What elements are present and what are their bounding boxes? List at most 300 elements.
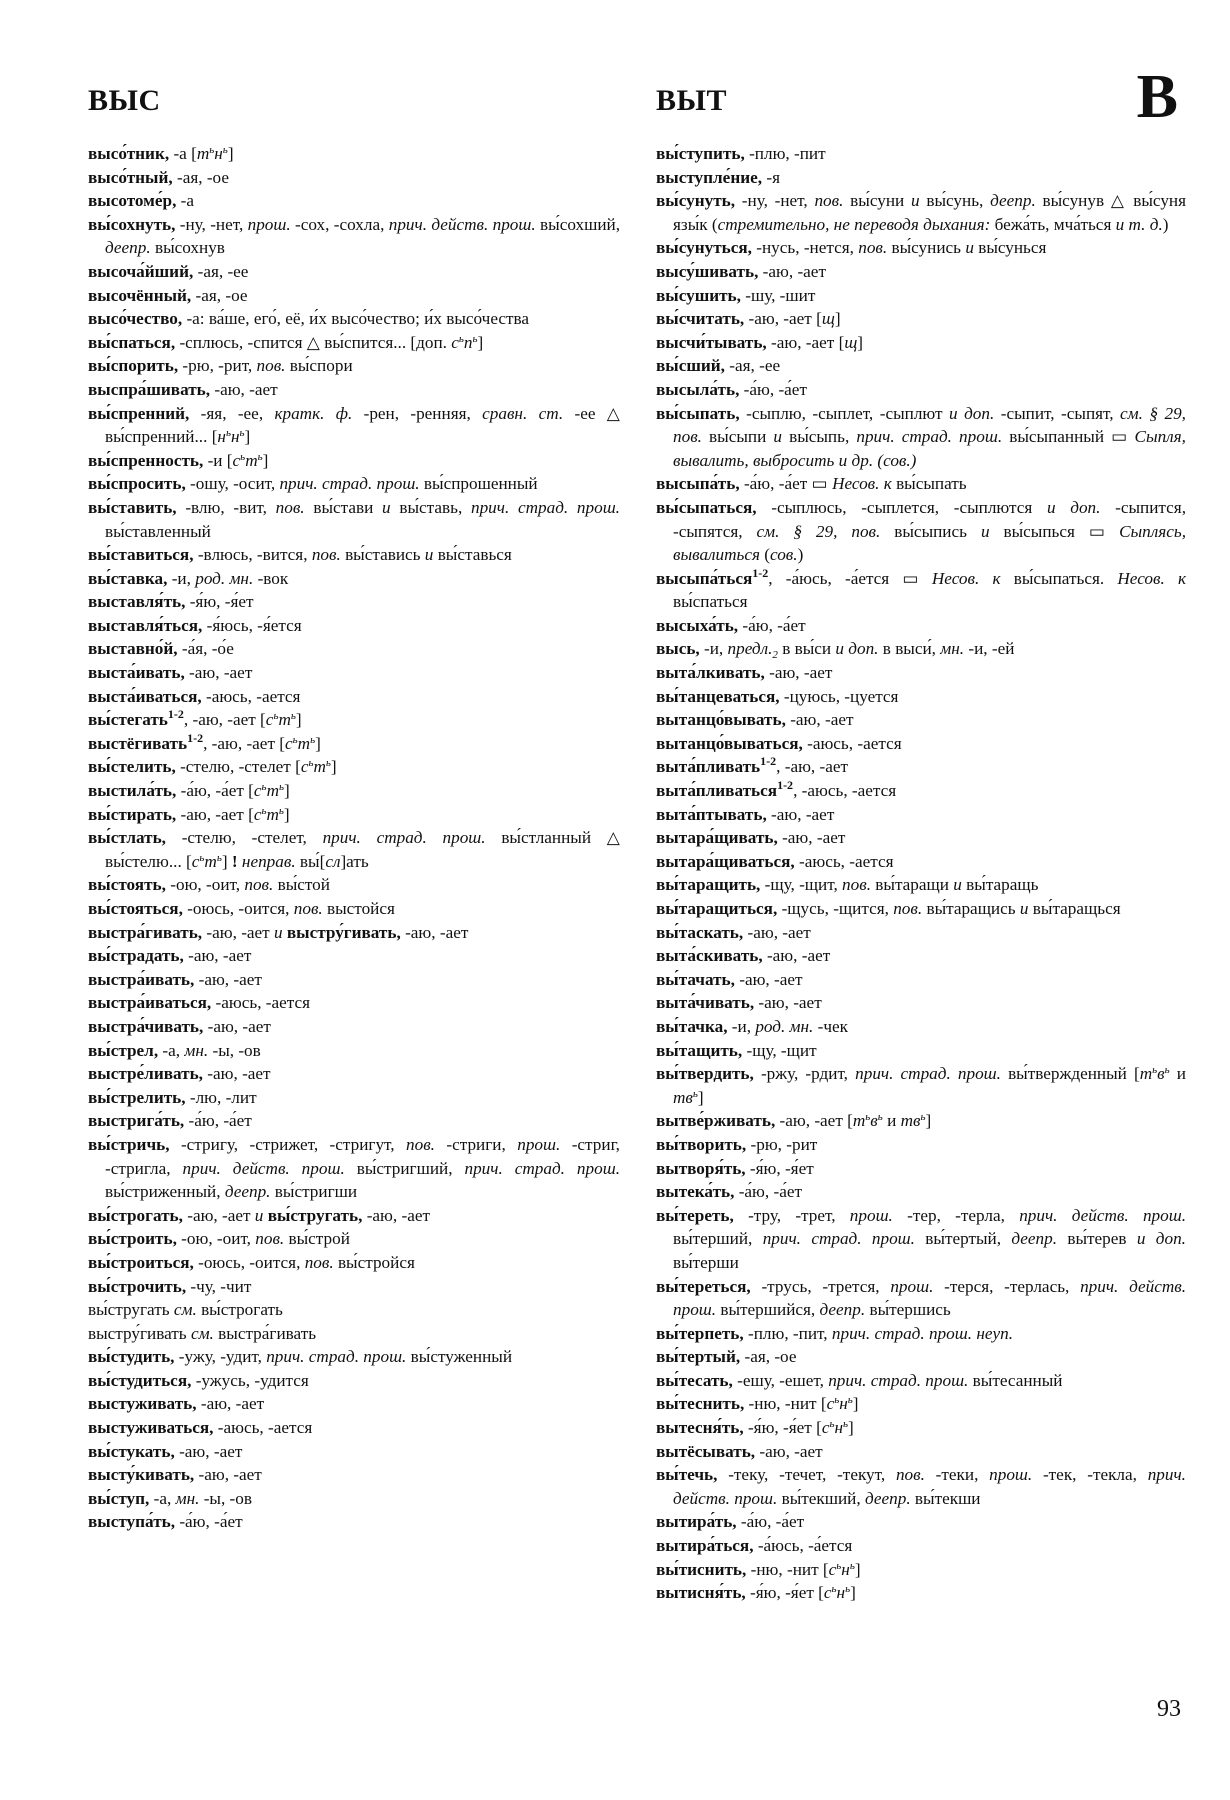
entry-text: с — [232, 450, 241, 470]
entry-text: стремительно, не переводя дыхания: — [717, 214, 991, 234]
entry-text: ь — [278, 804, 284, 817]
entry-headword: вы́тиснить, — [656, 1559, 747, 1579]
entry-text: -стриг, -стригла, — [105, 1134, 620, 1178]
entry-text: выстойся — [322, 899, 395, 918]
entry-text: прич. действ. прош. — [388, 214, 536, 234]
entry-text: , -аюсь, -ается — [793, 781, 897, 801]
entry-headword: выставно́й, — [88, 639, 178, 659]
entry-text: -а: ва́ше, его́, её, и́х высо́чество; и́х высо́чества — [182, 309, 530, 329]
entry-text: вы́суни — [843, 191, 911, 211]
dictionary-entry — [656, 189, 1186, 236]
entry-text: вы́спаться — [673, 592, 748, 612]
dictionary-entry — [656, 166, 1186, 190]
dictionary-entry — [88, 1015, 620, 1039]
dictionary-entry — [656, 921, 1186, 945]
entry-text: -рю, -рит, — [178, 356, 257, 376]
entry-text: , -аю, -ает [ — [203, 733, 285, 753]
entry-headword: высо́чество, — [88, 309, 183, 329]
entry-text: -и [ — [203, 450, 233, 470]
entry-text: ь — [222, 144, 228, 156]
entry-text: см. — [173, 1300, 197, 1320]
entry-text: и доп. — [1046, 497, 1101, 517]
dictionary-entry — [656, 1039, 1186, 1063]
entry-text: ь — [308, 757, 314, 770]
entry-headword: вы́тесать, — [656, 1370, 733, 1390]
dictionary-entry — [656, 1581, 1186, 1605]
entry-headword: вы́тачать, — [656, 969, 735, 989]
entry-text: -я́ю, -я́ет [ — [745, 1583, 824, 1603]
entry-headword: вы́стрел, — [88, 1040, 159, 1060]
entry-headword: вы́стелить, — [88, 757, 176, 777]
entry-headword: вытворя́ть, — [656, 1158, 746, 1178]
dictionary-entry — [88, 732, 620, 756]
entry-text: -ая, -ое — [172, 167, 229, 187]
entry-headword: выставля́ть, — [88, 592, 186, 612]
entry-text: -трусь, -трется, — [750, 1276, 891, 1296]
entry-text: вы́спрошенный — [419, 474, 538, 494]
entry-text: вы́сыпься ▭ — [989, 521, 1120, 541]
entry-headword: выта́пливаться — [656, 781, 778, 801]
dictionary-entry — [88, 1392, 620, 1416]
entry-text: вы́строгать — [196, 1300, 283, 1320]
entry-text: ] — [283, 804, 290, 824]
entry-text: вы́стройся — [333, 1252, 415, 1272]
entry-text: -а́ю, -а́ет — [734, 1182, 802, 1202]
entry-text: ь — [1164, 1064, 1170, 1077]
entry-headword: вытанцо́вываться, — [656, 733, 803, 753]
entry-text: Несов. к — [1117, 568, 1187, 588]
entry-text: ь — [209, 144, 215, 156]
dictionary-entry — [656, 472, 1186, 496]
entry-text: ] — [244, 427, 251, 447]
entry-text: -аю, -ает — [764, 663, 833, 683]
dictionary-entry — [656, 779, 1186, 803]
dictionary-entry — [656, 1558, 1186, 1582]
dictionary-entry — [88, 402, 620, 449]
entry-text: вы́сунь, — [919, 191, 991, 211]
entry-text: ь — [240, 450, 246, 463]
entry-text: прич. действ. прош. — [673, 1276, 1186, 1320]
dictionary-entry — [88, 1463, 620, 1487]
entry-text: вы́таращи — [871, 875, 954, 895]
dictionary-entry — [88, 944, 620, 968]
entry-text: вы́сохший, — [535, 214, 621, 234]
entry-text: в вы́си — [777, 639, 836, 659]
dictionary-entry — [656, 1062, 1186, 1109]
entry-text: т — [196, 144, 210, 163]
entry-text: ] — [477, 332, 484, 352]
entry-headword: вы́сушить, — [656, 285, 741, 305]
entry-text: ь — [292, 733, 298, 746]
entry-text: ь — [845, 1583, 851, 1596]
dictionary-entry — [88, 755, 620, 779]
entry-text: -нусь, -нется, — [751, 238, 859, 258]
entry-text: -стригу, -стрижет, -стригут, — [169, 1134, 406, 1154]
dictionary-entry — [656, 331, 1186, 355]
entry-text: -щусь, -щится, — [777, 899, 894, 918]
entry-headword: вытесня́ть, — [656, 1418, 744, 1438]
entry-text: ь — [836, 1559, 842, 1572]
entry-headword: вы́ступ, — [88, 1488, 150, 1508]
entry-text: вы́стругать, — [263, 1205, 363, 1225]
entry-text: -стелю, -стелет, — [165, 828, 323, 848]
entry-text: ! — [231, 851, 238, 871]
entry-text: -а́ю, -а́ет — [736, 1512, 805, 1532]
entry-text: н — [841, 1559, 850, 1579]
entry-text: -ая, -ее — [724, 356, 781, 376]
entry-text: пов. — [256, 356, 286, 376]
entry-headword: вы́стлать, — [88, 828, 166, 848]
entry-text: пов. — [893, 899, 923, 918]
entry-headword: высу́шивать, — [656, 261, 759, 281]
entry-text: -чу, -чит — [186, 1276, 252, 1296]
entry-text: Несов. к — [931, 568, 1001, 588]
entry-headword: высту́кивать, — [88, 1465, 195, 1485]
entry-text: 1-2 — [167, 707, 184, 722]
entry-text: -плю, -пит — [744, 144, 826, 163]
entry-text: ] — [834, 309, 841, 329]
entry-text: -ну, -нет, — [735, 191, 815, 211]
entry-text: -аю, -ает — [743, 922, 811, 942]
entry-headword: вы́стрелить, — [88, 1087, 186, 1107]
entry-text: ь — [829, 1418, 835, 1431]
entry-text: с — [284, 733, 293, 753]
entry-text: вы́тертый, — [914, 1229, 1012, 1249]
entry-headword: выстёгивать — [88, 733, 188, 753]
dictionary-entry — [656, 260, 1186, 284]
entry-text: с — [826, 1394, 835, 1414]
entry-headword: выстра́ивать, — [88, 969, 195, 989]
entry-text: т — [278, 710, 291, 730]
dictionary-entry — [88, 921, 620, 945]
entry-text: тв — [900, 1111, 921, 1131]
dictionary-entry — [88, 1227, 620, 1251]
entry-headword: вы́сыпаться, — [656, 497, 757, 517]
entry-text: тв — [673, 1087, 693, 1107]
entry-headword: вытара́щивать, — [656, 828, 778, 848]
entry-text: вы́стригший, — [344, 1158, 465, 1178]
entry-text: в — [870, 1111, 878, 1131]
entry-headword: вытисня́ть, — [656, 1583, 746, 1603]
entry-text: прош. — [247, 214, 291, 234]
entry-text: ь — [831, 1583, 837, 1596]
dictionary-entry — [656, 968, 1186, 992]
entry-text: -а, — [158, 1040, 185, 1060]
entry-headword: вытека́ть, — [656, 1182, 735, 1202]
entry-headword: выстила́ть, — [88, 781, 177, 801]
entry-headword: выступле́ние, — [656, 167, 763, 187]
entry-headword: высыла́ть, — [656, 379, 740, 399]
entry-headword: вытира́ть, — [656, 1512, 737, 1532]
entry-text: -аю, -ает [ — [744, 309, 822, 329]
entry-headword: вы́танцеваться, — [656, 686, 780, 706]
entry-text: с — [828, 1559, 837, 1579]
entry-headword: выта́лкивать, — [656, 663, 765, 683]
entry-text: прич. страд. прош. неуп. — [831, 1323, 1013, 1343]
dictionary-entry — [656, 378, 1186, 402]
dictionary-entry — [88, 685, 620, 709]
entry-text: -а́ю, -а́ет — [184, 1111, 252, 1131]
entry-text: пов. — [275, 497, 305, 517]
entry-text: ] — [857, 332, 864, 352]
entry-text: выстра́гивать — [213, 1323, 317, 1343]
entry-text: и доп. — [835, 639, 879, 659]
entry-text: ь — [849, 1559, 855, 1572]
entry-headword: вы́строиться, — [88, 1252, 194, 1272]
entry-text: вы́стой — [273, 875, 330, 895]
entry-text: ь — [257, 450, 263, 463]
entry-text: деепр. — [819, 1300, 866, 1320]
entry-text: -аю, -ает — [777, 828, 846, 848]
dictionary-entry — [88, 496, 620, 543]
entry-text: вы́сунься — [973, 238, 1047, 258]
entry-text: -тру, -трет, — [733, 1205, 850, 1225]
entry-text: -лю, -лит — [185, 1087, 257, 1107]
entry-text: -аю, -ает [ — [766, 332, 845, 352]
dictionary-entry — [656, 1369, 1186, 1393]
entry-text: ь — [261, 781, 267, 794]
entry-text: -вок — [253, 568, 289, 588]
entry-text: вы́сыпанный ▭ — [1002, 427, 1135, 447]
entry-text: прич. страд. прош. — [470, 497, 620, 517]
entry-text: ь — [692, 1087, 698, 1100]
entry-text: т — [313, 757, 326, 777]
dictionary-entry — [88, 1369, 620, 1393]
dictionary-entry — [656, 614, 1186, 638]
entry-text: ] — [850, 1583, 856, 1603]
entry-text: ] — [925, 1111, 932, 1131]
entry-headword: высотоме́р, — [88, 191, 177, 211]
entry-text: прич. страд. прош. — [322, 828, 486, 848]
entry-headword: вы́тащить, — [656, 1040, 743, 1060]
entry-text: -аю, -ает — [203, 1016, 271, 1036]
entry-text: и — [273, 922, 283, 942]
entry-text: -ая, -ее — [193, 261, 249, 281]
entry-text: -а́ю, -а́ет — [739, 379, 807, 399]
entry-text: -я́ю, -я́ет — [185, 592, 254, 612]
entry-text: -аю, -ает — [755, 1441, 823, 1461]
entry-text: Несов. к — [832, 474, 892, 494]
entry-text: -терся, -терлась, — [933, 1276, 1081, 1296]
entry-headword: высыпа́ть, — [656, 474, 740, 494]
entry-text: -сыпит, -сыпят, — [994, 403, 1121, 423]
dictionary-entry — [88, 803, 620, 827]
entry-text: , -аю, -ает — [776, 757, 849, 777]
entry-text: -влю, -вит, — [176, 497, 276, 517]
entry-text: и — [382, 497, 391, 517]
entry-text: вы́стуженный — [406, 1347, 513, 1367]
entry-headword: вы́страдать, — [88, 946, 184, 966]
entry-text: -и, — [699, 639, 728, 659]
entry-text: ь — [847, 1394, 853, 1407]
entry-headword: вы́сунуть, — [656, 191, 736, 211]
entry-text: -сыплюсь, -сыплется, -сыплются — [756, 497, 1047, 517]
entry-text: прош. — [989, 1465, 1033, 1485]
entry-text: -аю, -ает [ — [176, 804, 254, 824]
entry-text: -щу, -щит — [742, 1040, 817, 1060]
dictionary-entry — [88, 543, 620, 567]
entry-headword: вы́стояться, — [88, 899, 183, 918]
entry-text: -аю, -ает — [194, 1465, 262, 1485]
entry-headword: вы́строгать, — [88, 1205, 183, 1225]
entry-headword: выспра́шивать, — [88, 379, 211, 399]
entry-text: -аю, -ает — [362, 1205, 430, 1225]
dictionary-entry — [656, 1345, 1186, 1369]
entry-text: -а́ю, -а́ет — [175, 1512, 243, 1532]
entry-text: -а́ю, -а́ет — [738, 615, 806, 635]
entry-text: -аюсь, -ается — [211, 993, 311, 1013]
entry-headword: вы́стирать, — [88, 804, 177, 824]
entry-text: прич. страд. прош. — [828, 1370, 969, 1390]
entry-text: прич. страд. прош. — [464, 1158, 620, 1178]
dictionary-entry — [88, 567, 620, 591]
entry-text: род. мн. — [195, 568, 254, 588]
dictionary-entry — [88, 307, 620, 331]
entry-headword: вытара́щиваться, — [656, 851, 795, 871]
entry-text: прич. страд. прош. — [266, 1347, 407, 1367]
entry-text: -аюсь, -ается — [201, 686, 301, 706]
dictionary-entry — [88, 472, 620, 496]
entry-text: вы́таращись — [922, 899, 1020, 918]
dictionary-entry — [656, 1109, 1186, 1133]
entry-text: -сплюсь, -спится △ вы́спится... [доп. — [175, 332, 452, 352]
dictionary-entry — [656, 661, 1186, 685]
entry-text: -аю, -ает — [174, 1441, 243, 1461]
dictionary-entry — [88, 1322, 620, 1346]
entry-text: вы́строй — [284, 1229, 350, 1249]
entry-text: -а́я, -о́е — [177, 639, 234, 659]
entry-text: -я́ю, -я́ет — [745, 1158, 814, 1178]
right-column — [656, 142, 1186, 1605]
dictionary-entry — [88, 590, 620, 614]
entry-text: т — [266, 781, 279, 801]
entry-text: -и, — [167, 568, 196, 588]
entry-headword: вы́творить, — [656, 1134, 747, 1154]
entry-text: род. мн. — [755, 1016, 814, 1036]
entry-text: предл. — [727, 639, 773, 659]
dictionary-entry — [656, 873, 1186, 897]
entry-text: ь — [261, 804, 267, 817]
entry-text: -аю, -ает — [196, 1394, 265, 1414]
dictionary-entry — [88, 1251, 620, 1275]
dictionary-entry — [656, 402, 1186, 473]
entry-text: -аю, -ает [ — [775, 1111, 853, 1131]
entry-headword: выстрига́ть, — [88, 1111, 185, 1131]
entry-headword: выстра́чивать, — [88, 1016, 204, 1036]
entry-headword: вы́твердить, — [656, 1064, 754, 1084]
entry-text: вы́сыпать — [891, 474, 967, 494]
entry-text: Сыпля, вывалить, выбросить и др. (сов.) — [673, 427, 1186, 470]
entry-text: деепр. — [224, 1182, 271, 1202]
entry-text: с — [300, 757, 309, 777]
entry-text: и — [254, 1205, 264, 1225]
entry-text: с — [821, 1418, 830, 1438]
entry-text: -аю, -ает — [785, 710, 854, 730]
entry-text: т — [245, 450, 258, 470]
entry-text: прич. действ. прош. — [673, 1465, 1186, 1508]
entry-headword: вы́течь, — [656, 1465, 718, 1485]
dictionary-entry — [88, 1416, 620, 1440]
entry-text: 1-2 — [752, 565, 769, 580]
dictionary-entry — [88, 637, 620, 661]
entry-text: -а́ю, -а́ет ▭ — [739, 474, 833, 494]
entry-text: -аю, -ает — [183, 946, 252, 966]
entry-headword: выста́ивать, — [88, 663, 185, 683]
entry-text: пов. — [814, 191, 844, 211]
entry-text: прич. действ. прош. — [1019, 1205, 1186, 1225]
dictionary-entry — [88, 897, 620, 921]
entry-text: вы́ставись — [340, 545, 425, 565]
entry-text: -плю, -пит, — [743, 1323, 832, 1343]
dictionary-entry — [656, 1463, 1186, 1510]
entry-headword: высыпа́ться — [656, 568, 753, 588]
dictionary-entry — [88, 1487, 620, 1511]
entry-text: -шу, -шит — [740, 285, 816, 305]
entry-text: ] — [315, 733, 321, 753]
entry-text: кратк. ф. — [274, 403, 353, 423]
entry-text: вы́терший, — [673, 1229, 763, 1249]
section-letter-mark: В — [1136, 63, 1178, 131]
entry-text: вы́сыпаться. — [1000, 568, 1118, 588]
entry-text: -чек — [813, 1016, 849, 1036]
entry-text: и — [773, 427, 782, 447]
dictionary-entry — [656, 1416, 1186, 1440]
page-number: 93 — [1157, 1696, 1181, 1722]
entry-text: -аю, -ает — [194, 969, 262, 989]
entry-text: -аюсь, -ается — [213, 1418, 313, 1438]
entry-text: щ — [844, 332, 858, 352]
entry-headword: высо́тный, — [88, 167, 173, 187]
right-running-head: ВЫТ — [656, 84, 727, 117]
entry-headword: вы́ступить, — [656, 144, 745, 163]
entry-headword: вытёсывать, — [656, 1441, 756, 1461]
dictionary-entry — [656, 826, 1186, 850]
entry-text: , -а́юсь, -а́ется ▭ — [768, 568, 932, 588]
entry-headword: выстра́иваться, — [88, 993, 212, 1013]
entry-text: -ну, -нет, — [175, 214, 248, 234]
entry-text: вы́тершись — [865, 1300, 951, 1320]
entry-text: с — [265, 710, 274, 730]
entry-text: -аю, -ает — [734, 969, 803, 989]
entry-text: вы́тершийся, — [716, 1300, 820, 1320]
entry-headword: вы́тереться, — [656, 1276, 751, 1296]
entry-text: -тек, -текла, — [1032, 1465, 1148, 1485]
entry-headword: вы́терпеть, — [656, 1323, 744, 1343]
entry-text: -ешу, -ешет, — [732, 1370, 829, 1390]
entry-text: вы́ставься — [433, 545, 512, 565]
entry-text: деепр. — [1011, 1229, 1058, 1249]
entry-headword: высо́тник, — [88, 144, 170, 163]
entry-headword: выстре́ливать, — [88, 1064, 203, 1084]
entry-text: ] — [227, 144, 234, 163]
entry-text: деепр. — [105, 238, 151, 258]
entry-text: и — [910, 191, 920, 211]
entry-text: ь — [239, 427, 245, 440]
entry-text: вы́ставленный — [105, 521, 211, 541]
entry-headword: вы́ставить, — [88, 497, 177, 517]
dictionary-entry — [656, 991, 1186, 1015]
dictionary-entry — [88, 1204, 620, 1228]
dictionary-entry — [88, 708, 620, 732]
dictionary-entry — [656, 1322, 1186, 1346]
entry-headword: вы́тертый, — [656, 1347, 741, 1367]
entry-text: -а — [176, 191, 195, 211]
entry-headword: выта́птывать, — [656, 804, 767, 824]
entry-text: т — [297, 733, 311, 753]
entry-text: в выси́, — [878, 639, 941, 659]
entry-text: и — [882, 1111, 901, 1131]
entry-text: ) — [797, 545, 804, 565]
